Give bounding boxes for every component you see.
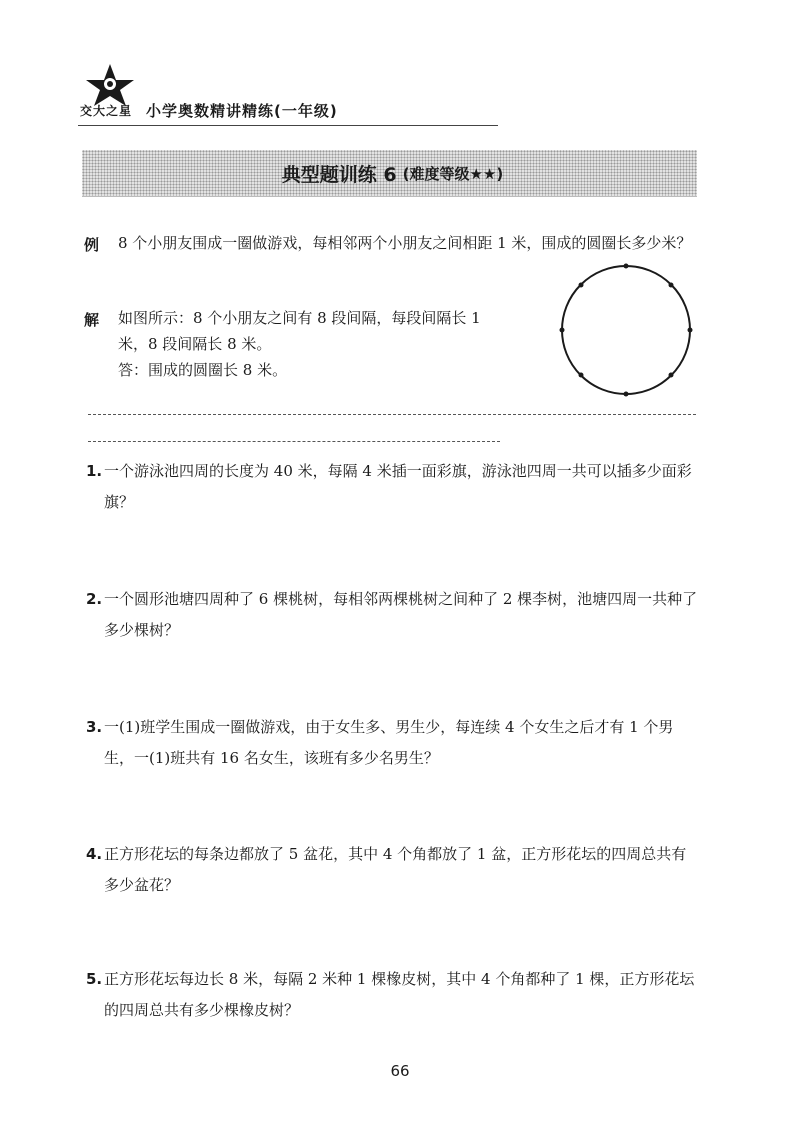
page-header [78,62,498,126]
header-divider [78,125,498,126]
solution-label: 解 [84,311,100,329]
solution-line: 米，8 段间隔长 8 米。 [118,335,272,353]
child-dot [624,264,629,269]
child-dot [560,328,565,333]
section-title: 典型题训练 6 [281,163,397,186]
question-1-number: 1. [86,462,103,480]
child-dot [688,328,693,333]
question-5-text: 正方形花坛每边长 8 米，每隔 2 米种 1 棵橡皮树，其中 4 个角都种了 1 棵，正方形花坛的四周总共有多少棵橡皮树？ [104,970,695,1019]
solution-line: 如图所示：8 个小朋友之间有 8 段间隔，每段间隔长 1 [118,309,481,327]
question-5-number: 5. [86,970,103,988]
circle-diagram [556,262,702,402]
question-2-number: 2. [86,590,103,608]
child-dot [579,373,584,378]
solution-text [118,305,548,383]
question-4-number: 4. [86,845,103,863]
child-dot [624,392,629,397]
child-dot [669,373,674,378]
question-4-text: 正方形花坛的每条边都放了 5 盆花，其中 4 个角都放了 1 盆，正方形花坛的四周总共有多少盆花？ [104,845,687,894]
question-3-text: 一(1)班学生围成一圈做游戏，由于女生多、男生少，每连续 4 个女生之后才有 1 个男生，一(1)班共有 16 名女生，该班有多少名男生？ [104,718,674,767]
example-text: 8 个小朋友围成一圈做游戏，每相邻两个小朋友之间相距 1 米，围成的圆圈长多少米？ [118,234,692,252]
question-1-text: 一个游泳池四周的长度为 40 米，每隔 4 米插一面彩旗，游泳池四周一共可以插多少面彩旗？ [104,462,692,511]
section-difficulty: (难度等级★★) [402,164,504,183]
child-dot [579,283,584,288]
section-banner [82,150,697,197]
example-label: 例 [84,236,100,254]
solution-line: 答：围成的圆圈长 8 米。 [118,361,288,379]
brand-name: 交大之星 [80,104,133,118]
dashed-divider [88,414,696,415]
child-dot [669,283,674,288]
question-3-number: 3. [86,718,103,736]
dashed-divider [88,441,500,442]
page-number: 66 [390,1062,410,1080]
question-2-text: 一个圆形池塘四周种了 6 棵桃树，每相邻两棵桃树之间种了 2 棵李树，池塘四周一共种了多少棵树？ [104,590,698,639]
book-title: 小学奥数精讲精练(一年级) [146,102,338,120]
